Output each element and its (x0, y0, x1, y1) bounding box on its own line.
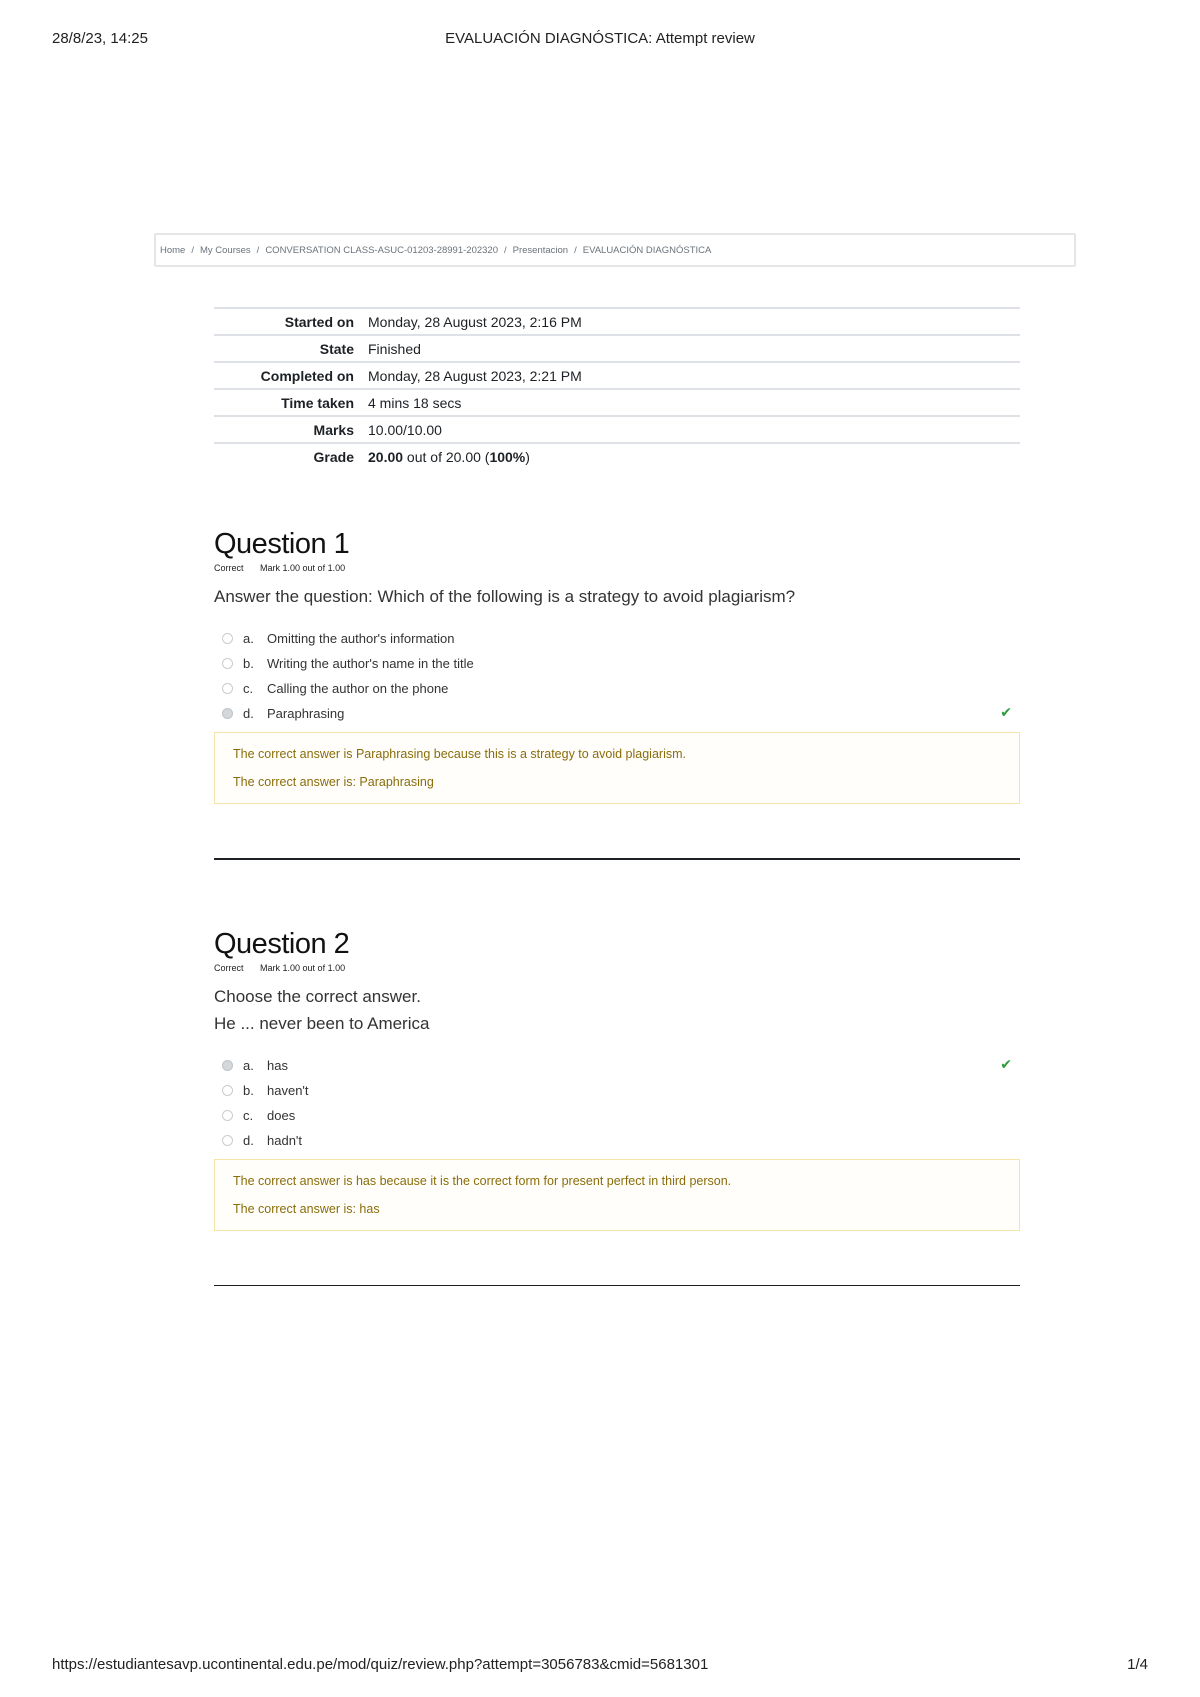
grade-out-of: out of 20.00 ( (403, 448, 490, 465)
answer-letter: a. (243, 1058, 254, 1073)
feedback-box (214, 1159, 1020, 1231)
question-text-line: Choose the correct answer. (214, 987, 421, 1006)
answer-letter: d. (243, 706, 254, 721)
summary-value: Monday, 28 August 2023, 2:16 PM (368, 313, 582, 330)
answer-letter: c. (243, 1108, 254, 1123)
summary-label: Marks (313, 421, 354, 438)
breadcrumb-separator: / (191, 244, 194, 256)
question-status: Correct (214, 563, 244, 573)
question-divider (214, 858, 1020, 860)
summary-value: 10.00/10.00 (368, 421, 442, 438)
question-text (214, 983, 1020, 1037)
right-answer: The correct answer is: Paraphrasing (233, 775, 434, 789)
summary-row (214, 362, 1020, 389)
breadcrumb-section[interactable]: Presentacion (512, 244, 569, 256)
question-mark: Mark 1.00 out of 1.00 (260, 563, 346, 573)
question-title: Question 2 (214, 928, 350, 960)
grade-close: ) (525, 448, 530, 465)
summary-row (214, 443, 1020, 469)
breadcrumb-home[interactable]: Home (160, 244, 186, 256)
summary-label: Started on (284, 313, 354, 330)
summary-label: Grade (313, 448, 354, 465)
radio-selected-icon[interactable] (222, 708, 233, 719)
answer-text: hadn't (267, 1133, 303, 1148)
grade-percent: 100% (489, 448, 526, 465)
print-title: EVALUACIÓN DIAGNÓSTICA: Attempt review (445, 30, 755, 47)
summary-row (214, 335, 1020, 362)
print-date: 28/8/23, 14:25 (52, 30, 148, 47)
question-text-line: Answer the question: Which of the following is a strategy to avoid plagiarism? (214, 587, 796, 606)
summary-value: Monday, 28 August 2023, 2:21 PM (368, 367, 582, 384)
answer-letter: a. (243, 631, 254, 646)
breadcrumb-course[interactable]: CONVERSATION CLASS-ASUC-01203-28991-202320 (265, 244, 498, 256)
question-info (214, 563, 1020, 573)
question-text (214, 583, 1020, 610)
question-title: Question 1 (214, 528, 350, 560)
answer-option[interactable] (214, 651, 1020, 676)
breadcrumb-separator: / (574, 244, 577, 256)
summary-label: Completed on (260, 367, 354, 384)
summary-row (214, 308, 1020, 335)
answer-letter: d. (243, 1133, 254, 1148)
radio-icon[interactable] (222, 633, 233, 644)
print-url: https://estudiantesavp.ucontinental.edu.pe/mod/quiz/review.php?attempt=3056783&cmid=5681301 (52, 1656, 709, 1673)
answer-option[interactable] (214, 1103, 1020, 1128)
question-2 (214, 928, 1020, 1231)
question-text-line: He ... never been to America (214, 1014, 430, 1033)
radio-icon[interactable] (222, 1085, 233, 1096)
radio-selected-icon[interactable] (222, 1060, 233, 1071)
question-1 (214, 528, 1020, 804)
summary-row (214, 416, 1020, 443)
attempt-summary-table (214, 307, 1020, 469)
answer-text: Writing the author's name in the title (267, 656, 474, 671)
grade-value (368, 443, 1020, 469)
summary-label: State (319, 340, 354, 357)
right-answer: The correct answer is: has (233, 1202, 380, 1216)
answer-letter: b. (243, 656, 254, 671)
breadcrumb-separator: / (256, 244, 260, 256)
answer-text: does (267, 1108, 296, 1123)
question-divider (214, 1285, 1020, 1286)
feedback-box (214, 732, 1020, 804)
question-info (214, 963, 1020, 973)
breadcrumb-separator: / (504, 244, 507, 256)
answer-option-selected[interactable] (214, 1053, 1020, 1078)
answer-text: Paraphrasing (267, 706, 345, 721)
radio-icon[interactable] (222, 658, 233, 669)
summary-row (214, 389, 1020, 416)
answer-list (214, 626, 1020, 726)
breadcrumb (154, 233, 1076, 267)
answer-text: Omitting the author's information (267, 631, 455, 646)
general-feedback: The correct answer is has because it is the correct form for present perfect in third person. (233, 1174, 732, 1188)
check-icon: ✔ (1000, 1056, 1012, 1072)
general-feedback: The correct answer is Paraphrasing because this is a strategy to avoid plagiarism. (233, 747, 686, 761)
answer-text: haven't (267, 1083, 309, 1098)
print-footer (52, 1656, 1148, 1676)
answer-letter: b. (243, 1083, 254, 1098)
answer-option-selected[interactable] (214, 701, 1020, 726)
breadcrumb-quiz[interactable]: EVALUACIÓN DIAGNÓSTICA (582, 244, 712, 256)
answer-list (214, 1053, 1020, 1153)
radio-icon[interactable] (222, 683, 233, 694)
summary-value: 4 mins 18 secs (368, 394, 462, 411)
answer-letter: c. (243, 681, 254, 696)
grade-score: 20.00 (368, 448, 404, 465)
breadcrumb-my-courses[interactable]: My Courses (199, 244, 251, 256)
question-status: Correct (214, 963, 244, 973)
answer-option[interactable] (214, 626, 1020, 651)
question-mark: Mark 1.00 out of 1.00 (260, 963, 346, 973)
answer-option[interactable] (214, 1128, 1020, 1153)
summary-label: Time taken (281, 394, 354, 411)
page-number: 1/4 (1127, 1656, 1148, 1673)
print-header (52, 30, 1148, 50)
summary-value: Finished (368, 340, 421, 357)
answer-text: has (267, 1058, 288, 1073)
answer-text: Calling the author on the phone (267, 681, 449, 696)
radio-icon[interactable] (222, 1135, 233, 1146)
radio-icon[interactable] (222, 1110, 233, 1121)
check-icon: ✔ (1000, 704, 1012, 720)
answer-option[interactable] (214, 1078, 1020, 1103)
answer-option[interactable] (214, 676, 1020, 701)
